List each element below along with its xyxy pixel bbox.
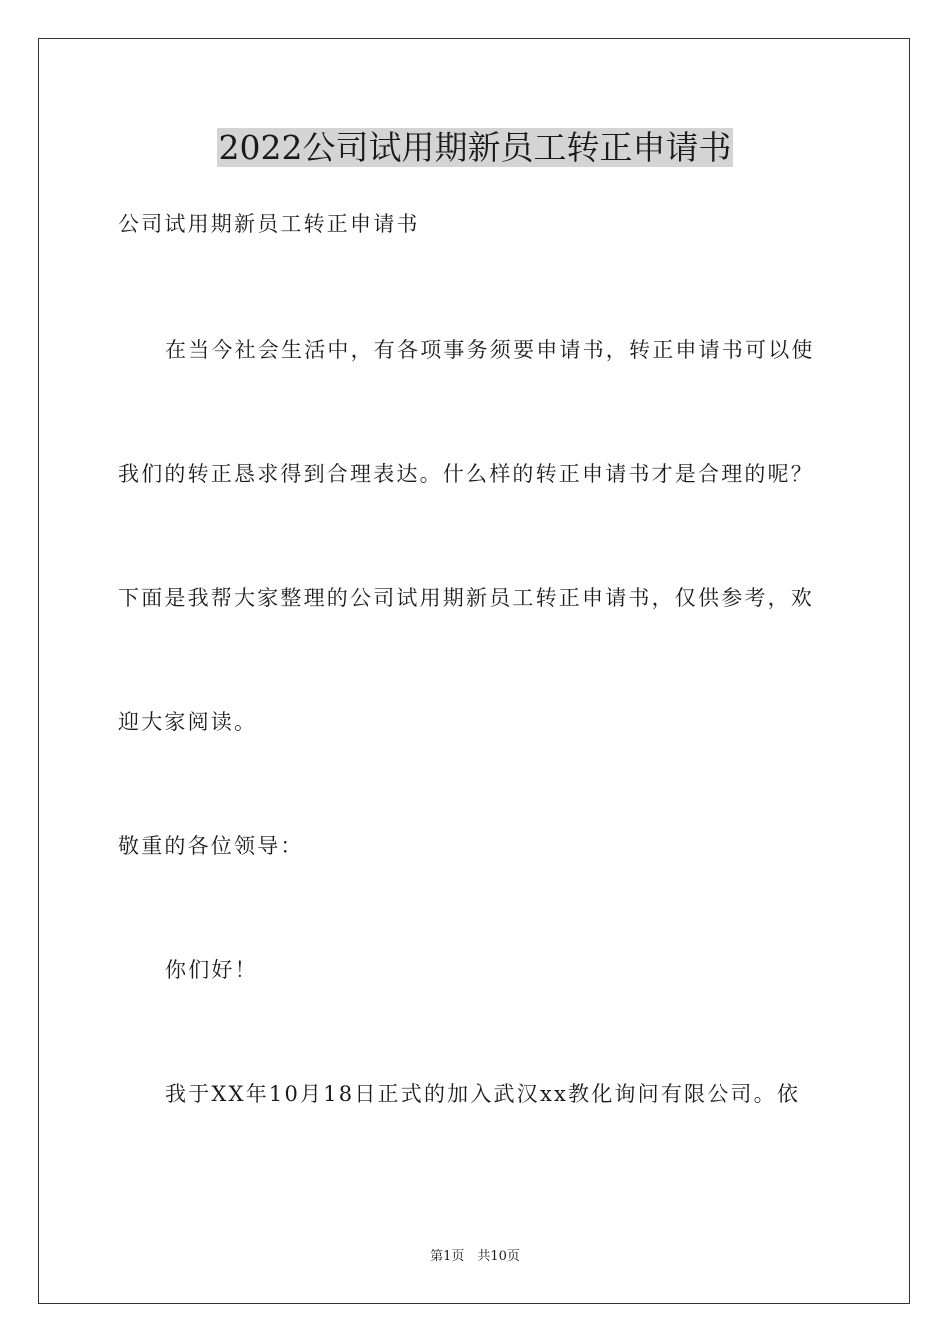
document-subtitle: 公司试用期新员工转正申请书: [118, 212, 420, 236]
paragraph-line-7: 我于XX年10月18日正式的加入武汉xx教化询问有限公司。依: [165, 1082, 801, 1106]
paragraph-line-2: 我们的转正恳求得到合理表达。什么样的转正申请书才是合理的呢？: [118, 462, 814, 486]
greeting: 你们好！: [165, 958, 258, 982]
salutation: 敬重的各位领导：: [118, 834, 304, 858]
paragraph-line-4: 迎大家阅读。: [118, 710, 258, 734]
document-title-text: 2022公司试用期新员工转正申请书: [218, 128, 732, 167]
paragraph-line-3: 下面是我帮大家整理的公司试用期新员工转正申请书，仅供参考，欢: [118, 586, 814, 610]
document-title: [0, 126, 950, 170]
paragraph-line-1: 在当今社会生活中，有各项事务须要申请书，转正申请书可以使: [165, 338, 815, 362]
page-number-footer: 第1页 共10页: [430, 1249, 520, 1264]
